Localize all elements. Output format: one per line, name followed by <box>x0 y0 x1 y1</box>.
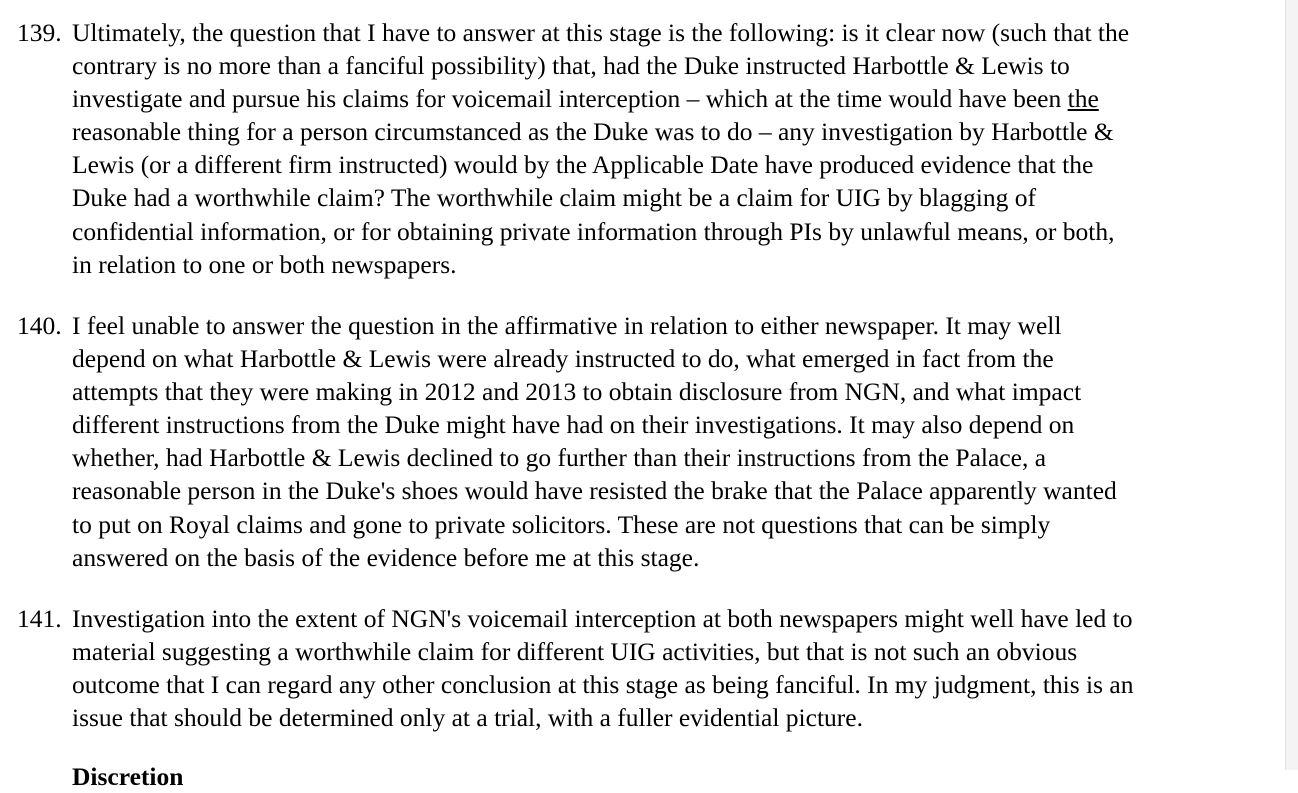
section-heading-partial: Discretion <box>72 762 184 791</box>
text-line: Investigation into the extent of NGN's voicemail interception at both newspapers might well have led to <box>72 604 1133 633</box>
text-line: I feel unable to answer the question in the affirmative in relation to either newspaper. It may well <box>72 311 1062 340</box>
text-line: Duke had a worthwhile claim? The worthwhile claim might be a claim for UIG by blagging of <box>72 183 1037 213</box>
text-line: whether, had Harbottle & Lewis declined to go further than their instructions from the Palace, a <box>72 443 1047 473</box>
paragraph-number: 139. <box>17 18 62 47</box>
paragraph-body <box>72 16 1279 281</box>
text-line: confidential information, or for obtaining private information through PIs by unlawful means, or both, <box>72 216 1115 246</box>
text-line: outcome that I can regard any other conclusion at this stage as being fanciful. In my judgment, this is an <box>72 670 1134 700</box>
paragraph-139 <box>17 16 1279 281</box>
text-line: reasonable person in the Duke's shoes would have resisted the brake that the Palace apparently wanted <box>72 476 1117 506</box>
paragraph-body <box>72 309 1279 574</box>
text-line: different instructions from the Duke might have had on their investigations. It may also depend on <box>72 410 1075 440</box>
text-line: depend on what Harbottle & Lewis were already instructed to do, what emerged in fact from the <box>72 344 1054 374</box>
text-line <box>72 82 1279 115</box>
text-line: in relation to one or both newspapers. <box>72 249 457 279</box>
text-line: contrary is no more than a fanciful possibility) that, had the Duke instructed Harbottle & Lewis to <box>72 51 1070 81</box>
text-line: answered on the basis of the evidence before me at this stage. <box>72 542 700 572</box>
text-segment: investigate and pursue his claims for voicemail interception – which at the time would have been <box>72 84 1068 114</box>
text-line: Ultimately, the question that I have to answer at this stage is the following: is it clear now (such that the <box>72 18 1130 47</box>
text-line: material suggesting a worthwhile claim for different UIG activities, but that is not such an obvious <box>72 637 1078 667</box>
paragraph-141 <box>17 602 1279 734</box>
text-line: issue that should be determined only at a trial, with a fuller evidential picture. <box>72 703 863 733</box>
underlined-emphasis: the <box>1067 84 1099 114</box>
text-line: reasonable thing for a person circumstanced as the Duke was to do – any investigation by Harbottle & <box>72 117 1114 147</box>
paragraph-body <box>72 602 1279 734</box>
paragraph-number: 141. <box>17 604 62 633</box>
paragraph-number: 140. <box>17 311 62 340</box>
text-line: attempts that they were making in 2012 and 2013 to obtain disclosure from NGN, and what impact <box>72 377 1082 407</box>
scrollbar-track[interactable] <box>1285 0 1298 770</box>
paragraph-140 <box>17 309 1279 574</box>
text-line: to put on Royal claims and gone to private solicitors. These are not questions that can be simply <box>72 509 1051 539</box>
text-line: Lewis (or a different firm instructed) would by the Applicable Date have produced evidence that the <box>72 150 1094 180</box>
